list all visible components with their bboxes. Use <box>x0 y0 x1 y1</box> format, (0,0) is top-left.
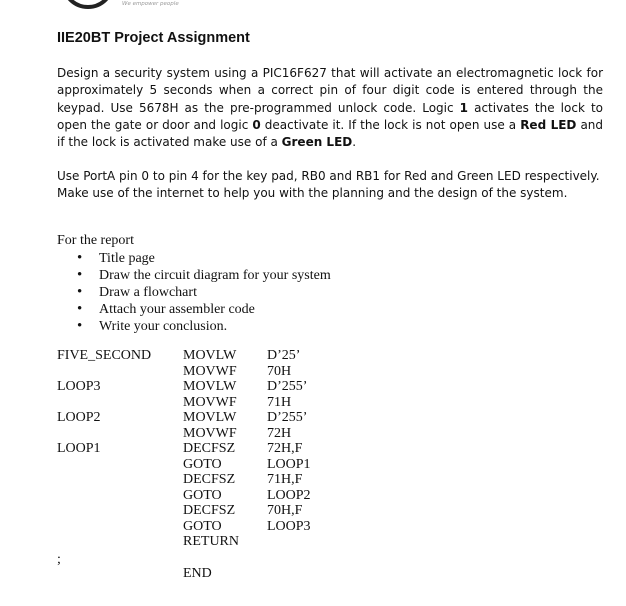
code-label: LOOP2 <box>57 410 101 425</box>
code-instruction: GOTO <box>183 487 222 503</box>
code-operand: D’25’ <box>267 348 301 363</box>
code-operand: LOOP1 <box>267 456 311 472</box>
code-instruction: MOVLW <box>183 348 237 363</box>
report-list-item: • Draw the circuit diagram for your system <box>76 267 331 284</box>
code-comment-semicolon: ; <box>57 552 61 567</box>
page-title: IIE20BT Project Assignment <box>57 30 250 46</box>
code-end-directive: END <box>183 566 212 581</box>
code-operand: 72H,F <box>267 441 303 456</box>
circle-logo-icon <box>58 0 118 10</box>
code-label: LOOP3 <box>57 379 101 394</box>
report-list-item: • Write your conclusion. <box>76 318 331 335</box>
code-instruction: GOTO <box>183 518 222 534</box>
code-operand: LOOP2 <box>267 487 311 503</box>
code-instruction: MOVWF <box>183 394 237 410</box>
code-instruction: MOVLW <box>183 410 237 425</box>
code-instruction: DECFSZ <box>183 472 236 487</box>
instructions-paragraph: Design a security system using a PIC16F627 that will activate an electromagnetic lock for approximately 5 seconds when a correct pin of four digit code is entered through the keypad. Use 5678H as the pre-programmed unlock code. Logic 1 activates the lock to open the gate or door and logic 0 deactivate it. If the lock is not open use a Red LED and if the lock is activated make use of a Green LED. <box>57 66 604 150</box>
code-label: FIVE_SECOND <box>57 348 152 363</box>
red-led-term: Red LED <box>520 117 577 132</box>
logo-tagline: We empower people <box>122 1 179 7</box>
code-instruction: RETURN <box>183 534 239 549</box>
green-led-term: Green LED <box>281 135 353 150</box>
report-list-item: • Draw a flowchart <box>76 284 331 301</box>
code-instruction: MOVLW <box>183 379 237 394</box>
code-operand: LOOP3 <box>267 518 311 534</box>
code-operand: 70H,F <box>267 503 303 518</box>
report-checklist <box>76 250 331 335</box>
report-list-item: • Attach your assembler code <box>76 301 331 318</box>
code-instruction: DECFSZ <box>183 441 236 456</box>
code-instruction: DECFSZ <box>183 503 236 518</box>
code-instruction: MOVWF <box>183 363 237 379</box>
code-operand: 70H <box>267 363 292 379</box>
code-operand: D’255’ <box>267 410 308 425</box>
code-instruction: MOVWF <box>183 425 237 441</box>
report-heading: For the report <box>57 233 134 248</box>
code-operand: D’255’ <box>267 379 308 394</box>
code-operand: 71H <box>267 394 292 410</box>
port-usage-paragraph: Use PortA pin 0 to pin 4 for the key pad, RB0 and RB1 for Red and Green LED respectively. Make use of the internet to help you with the planning and the design of the system. <box>57 169 600 201</box>
report-list-item: • Title page <box>76 250 331 267</box>
code-label: LOOP1 <box>57 441 101 456</box>
code-operand: 71H,F <box>267 472 303 487</box>
code-instruction: GOTO <box>183 456 222 472</box>
code-operand: 72H <box>267 425 292 441</box>
